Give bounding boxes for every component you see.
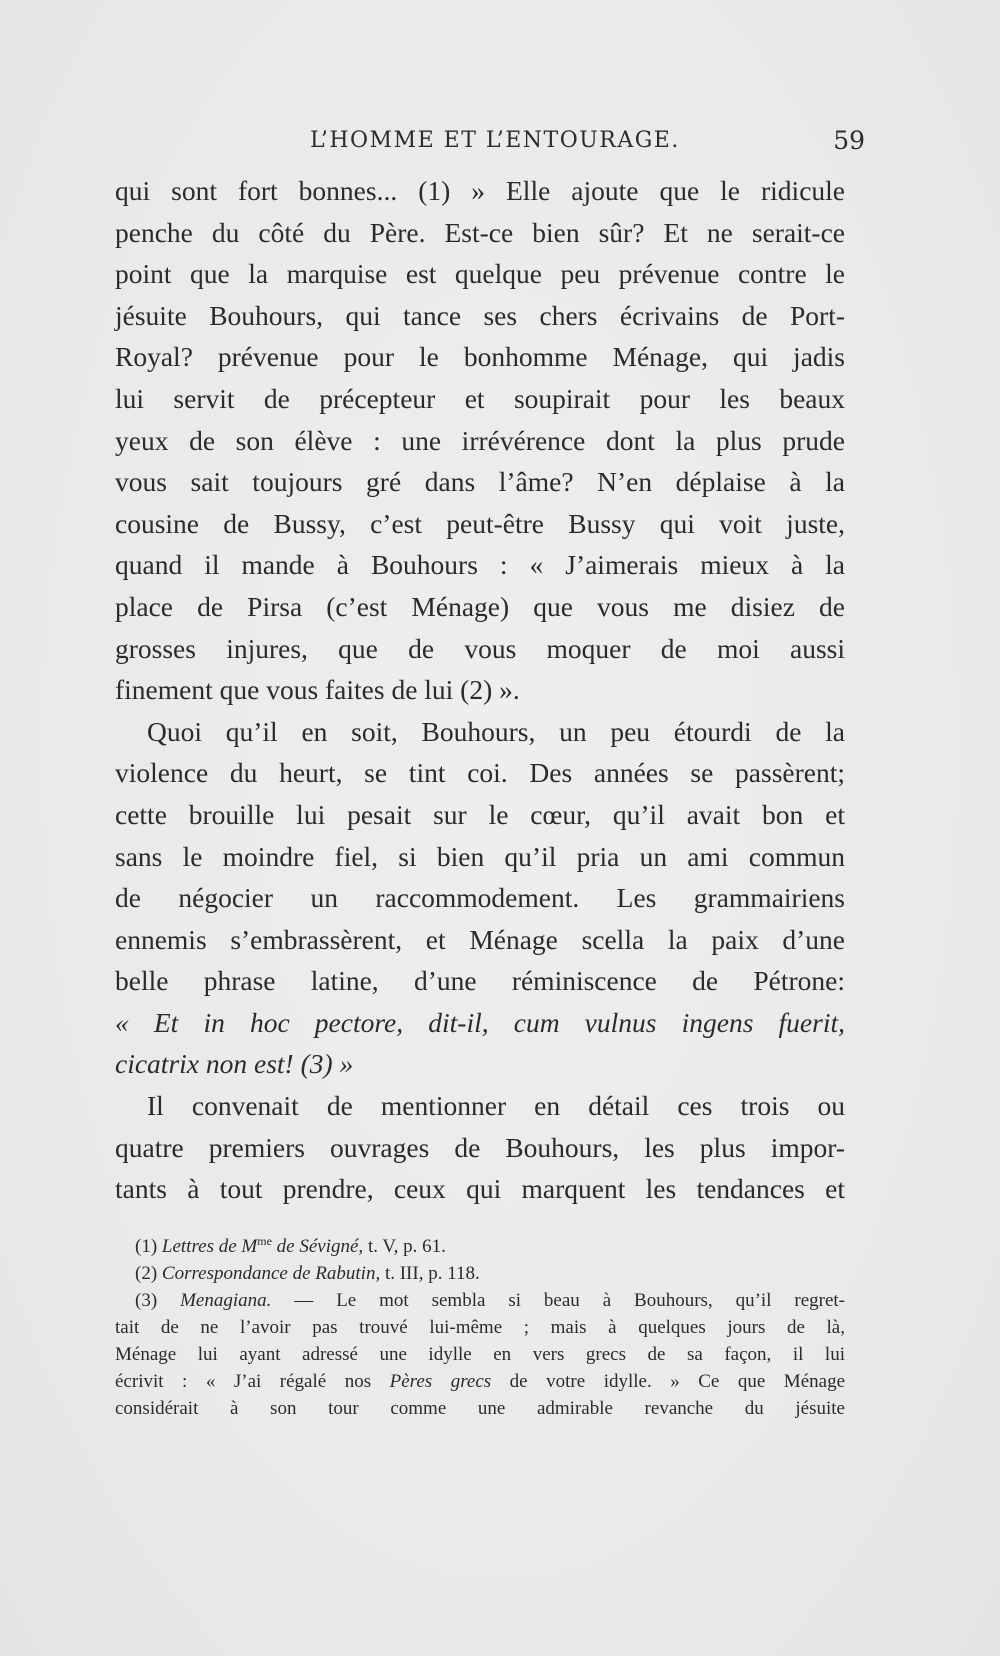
footnote-3-line: considérait à son tour comme une admirable revanche du jésuite <box>115 1398 845 1419</box>
text-line: lui servit de précepteur et soupirait pour les beaux <box>115 382 845 414</box>
text-line: penche du côté du Père. Est-ce bien sûr? Et ne serait-ce <box>115 216 845 248</box>
text-line: de négocier un raccommodement. Les grammairiens <box>115 882 845 914</box>
footnote-2 <box>115 1260 845 1287</box>
text-line: cette brouille lui pesait sur le cœur, qu’il avait bon et <box>115 798 845 830</box>
footnote-superscript: me <box>257 1234 272 1248</box>
footnote-text: — Le mot sembla si beau à Bouhours, qu’il regret- <box>271 1290 846 1311</box>
text-line: place de Pirsa (c’est Ménage) que vous me disiez de <box>115 590 845 622</box>
footnote-text: écrivit : « J’ai régalé nos <box>115 1371 390 1392</box>
footnote-3 <box>115 1287 845 1314</box>
text-line: jésuite Bouhours, qui tance ses chers écrivains de Port- <box>115 299 845 331</box>
footnote-marker: (3) <box>135 1290 158 1311</box>
footnote-text: t. III, p. 118. <box>380 1263 480 1284</box>
text-line: point que la marquise est quelque peu prévenue contre le <box>115 258 845 290</box>
footnote-1 <box>115 1228 845 1260</box>
footnote-citation: Menagiana. <box>180 1290 272 1311</box>
text-line: tants à tout prendre, ceux qui marquent les tendances et <box>115 1173 845 1205</box>
text-line: violence du heurt, se tint coi. Des années se passèrent; <box>115 757 845 789</box>
footnote-citation: Correspondance de Rabutin, <box>161 1263 381 1284</box>
text-line: quatre premiers ouvrages de Bouhours, les plus impor- <box>115 1131 845 1163</box>
text-line: quand il mande à Bouhours : « J’aimerais mieux à la <box>115 549 845 581</box>
text-line: grosses injures, que de vous moquer de moi aussi <box>115 632 845 664</box>
text-line: qui sont fort bonnes... (1) » Elle ajoute que le ridicule <box>115 175 845 206</box>
text-line: finement que vous faites de lui (2) ». <box>115 674 520 706</box>
text-line: cousine de Bussy, c’est peut-être Bussy qui voit juste, <box>115 507 845 539</box>
footnote-text: t. V, p. 61. <box>363 1236 446 1257</box>
text-line: ennemis s’embrassèrent, et Ménage scella la paix d’une <box>115 923 845 955</box>
text-line: yeux de son élève : une irrévérence dont la plus prude <box>115 424 845 456</box>
text-line: Royal? prévenue pour le bonhomme Ménage, qui jadis <box>115 341 845 373</box>
text-line: sans le moindre fiel, si bien qu’il pria un ami commun <box>115 840 845 872</box>
footnote-citation: Lettres de M <box>161 1236 258 1257</box>
main-text <box>115 170 845 1210</box>
footnote-marker: (2) <box>135 1263 158 1284</box>
footnote-citation: Pères grecs <box>389 1371 492 1392</box>
text-line-latin: cicatrix non est! (3) » <box>115 1048 354 1080</box>
text-line: Il convenait de mentionner en détail ces trois ou <box>147 1090 845 1122</box>
page-number: 59 <box>833 126 865 155</box>
footnotes <box>115 1228 845 1422</box>
footnote-3-line: tait de ne l’avoir pas trouvé lui-même ; mais à quelques jours de là, <box>115 1317 845 1338</box>
text-line: vous sait toujours gré dans l’âme? N’en déplaise à la <box>115 466 845 498</box>
text-line: Quoi qu’il en soit, Bouhours, un peu étourdi de la <box>147 715 845 747</box>
page-header <box>115 128 865 164</box>
footnote-citation: de Sévigné, <box>271 1236 364 1257</box>
footnote-3-line: Ménage lui ayant adressé une idylle en vers grecs de sa façon, il lui <box>115 1344 845 1365</box>
footnote-text: de votre idylle. » Ce que Ménage <box>491 1371 845 1392</box>
text-line-latin: « Et in hoc pectore, dit-il, cum vulnus ingens fuerit, <box>115 1006 845 1038</box>
footnote-3-line <box>115 1368 845 1395</box>
footnote-marker: (1) <box>135 1236 158 1257</box>
text-line: belle phrase latine, d’une réminiscence de Pétrone: <box>115 965 845 997</box>
running-head: L’HOMME ET L’ENTOURAGE. <box>310 128 680 153</box>
